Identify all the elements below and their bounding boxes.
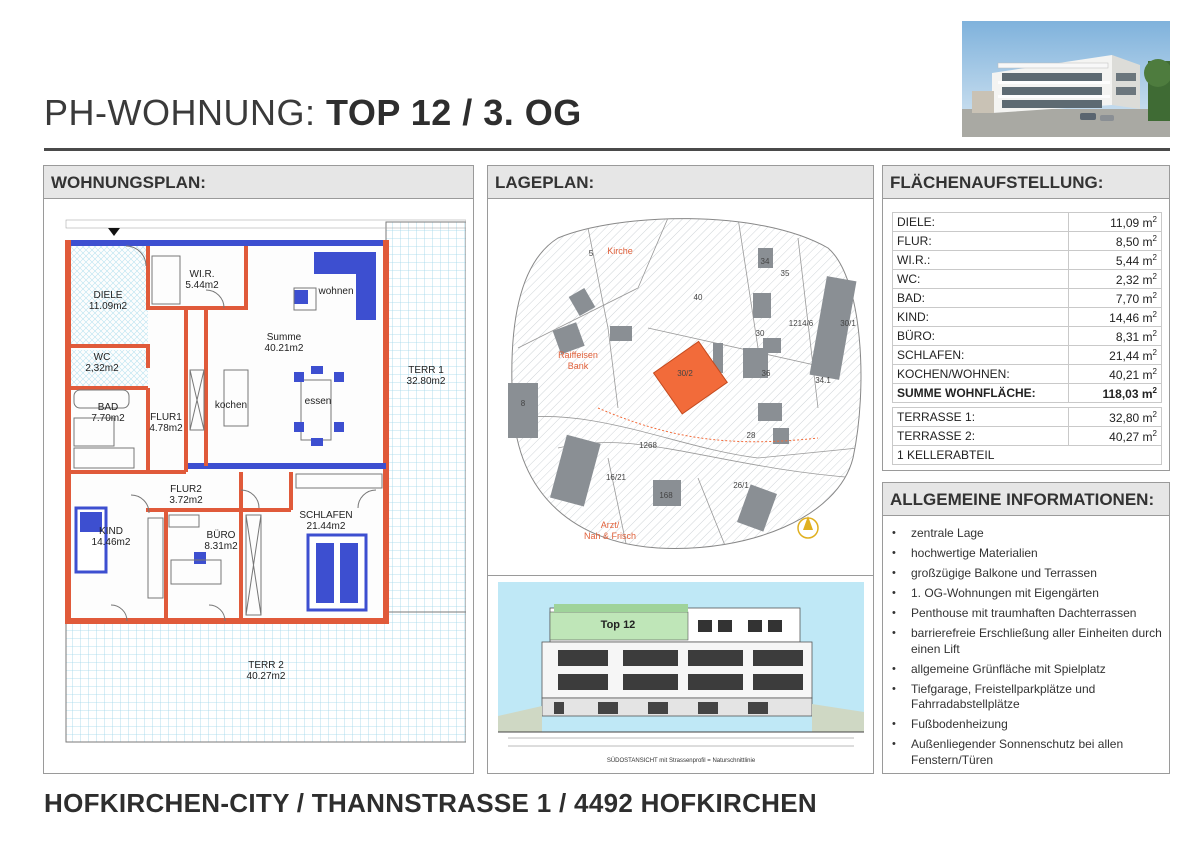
area-number: 11,09 <box>1110 215 1140 230</box>
area-row <box>893 327 1162 346</box>
terrace-row <box>893 427 1162 446</box>
area-value <box>1069 213 1162 232</box>
info-list <box>888 526 1164 773</box>
area-row <box>893 232 1162 251</box>
area-row <box>893 308 1162 327</box>
room-wir-area: 5.44m2 <box>185 280 219 291</box>
parcel-label: 26/1 <box>733 481 749 490</box>
north-arrow-icon <box>798 516 818 538</box>
title-unit: TOP 12 / 3. OG <box>325 92 582 133</box>
area-number: 8,31 <box>1115 329 1140 344</box>
room-buero-name: BÜRO <box>206 530 236 541</box>
room-bad-area: 7.70m2 <box>91 413 125 424</box>
area-unit: m <box>1142 310 1153 325</box>
parcel-label: 35 <box>780 269 790 278</box>
terrace-label: TERRASSE 2: <box>893 427 1069 446</box>
area-value <box>1069 308 1162 327</box>
area-label: FLUR: <box>893 232 1069 251</box>
terraces-table <box>892 407 1162 465</box>
area-label: KOCHEN/WOHNEN: <box>893 365 1069 384</box>
area-unit-sup: 2 <box>1152 271 1157 281</box>
area-unit: m <box>1141 386 1153 401</box>
room-wohnen-name: wohnen <box>318 286 354 297</box>
room-flur1-area: 4.78m2 <box>149 423 183 434</box>
info-item: • hochwertige Materialien <box>888 546 1164 562</box>
area-row <box>893 270 1162 289</box>
terrace-number: 32,80 <box>1109 410 1140 425</box>
room-buero-area: 8.31m2 <box>204 541 238 552</box>
area-value <box>1069 346 1162 365</box>
parcel-label: 5 <box>588 249 594 258</box>
room-wc-name: WC <box>93 352 111 363</box>
room-flur2-name: FLUR2 <box>170 484 202 495</box>
parcel-label: 34.1 <box>815 376 831 385</box>
area-label: SCHLAFEN: <box>893 346 1069 365</box>
area-unit-sup: 2 <box>1152 347 1157 357</box>
area-value <box>1069 251 1162 270</box>
area-label: KIND: <box>893 308 1069 327</box>
room-terr2-area: 40.27m2 <box>246 671 286 682</box>
terrace-label: TERRASSE 1: <box>893 408 1069 427</box>
area-number: 2,32 <box>1115 272 1140 287</box>
area-unit: m <box>1142 272 1153 287</box>
area-row <box>893 251 1162 270</box>
room-essen-name: essen <box>304 396 332 407</box>
area-unit-sup: 2 <box>1152 328 1157 338</box>
area-unit: m <box>1142 253 1153 268</box>
area-row <box>893 346 1162 365</box>
elevation-drawing <box>498 582 864 773</box>
area-number: 14,46 <box>1109 310 1140 325</box>
siteplan-divider <box>488 575 873 576</box>
area-unit-sup: 2 <box>1152 385 1157 395</box>
info-item: • 1. OG-Wohnungen mit Eigengärten <box>888 586 1164 602</box>
parcel-label: 30/2 <box>677 369 693 378</box>
area-number: 118,03 <box>1102 386 1139 401</box>
label-kirche: Kirche <box>607 246 633 256</box>
parcel-label: 36 <box>761 369 771 378</box>
site-map <box>498 208 863 563</box>
area-unit: m <box>1142 215 1153 230</box>
area-unit-sup: 2 <box>1152 252 1157 262</box>
cellar-row <box>893 446 1162 465</box>
elevation-caption: SÜDOSTANSICHT mit Strassenprofil = Naturschnittlinie <box>606 758 756 764</box>
area-value <box>1069 327 1162 346</box>
room-terr1-name: TERR 1 <box>408 365 444 376</box>
title-divider <box>44 148 1170 151</box>
areas-heading: FLÄCHENAUFSTELLUNG: <box>883 166 1169 199</box>
label-arzt: Arzt/ <box>600 520 620 530</box>
room-schlafen-name: SCHLAFEN <box>299 510 353 521</box>
areas-table <box>892 212 1162 403</box>
room-wir-name: WI.R. <box>189 269 215 280</box>
area-number: 40,21 <box>1109 367 1140 382</box>
building-rendering-image <box>962 21 1170 137</box>
room-summe-name: Summe <box>266 332 302 343</box>
info-item: • Tiefgarage, Freistellparkplätze und Fahrradabstellplätze <box>888 682 1164 713</box>
parcel-label: 16/21 <box>605 473 627 482</box>
room-wc-area: 2,32m2 <box>85 363 119 374</box>
room-diele-name: DIELE <box>93 290 123 301</box>
terrace-row <box>893 408 1162 427</box>
info-item: • allgemeine Grünfläche mit Spielplatz <box>888 662 1164 678</box>
room-schlafen-area: 21.44m2 <box>306 521 346 532</box>
terrace-unit-sup: 2 <box>1152 428 1157 438</box>
terrace-unit-sup: 2 <box>1152 409 1157 419</box>
label-nah-frisch: Nah & Frisch <box>583 531 637 541</box>
cellar-label: 1 KELLERABTEIL <box>893 446 1162 465</box>
area-unit-sup: 2 <box>1152 366 1157 376</box>
area-unit-sup: 2 <box>1152 309 1157 319</box>
info-item: • großzügige Balkone und Terrassen <box>888 566 1164 582</box>
label-bank: Bank <box>567 361 589 371</box>
area-number: 21,44 <box>1109 348 1140 363</box>
area-value <box>1069 365 1162 384</box>
area-value <box>1069 289 1162 308</box>
parcel-label: 1214/6 <box>788 319 814 328</box>
area-value <box>1069 384 1162 403</box>
siteplan-panel <box>487 165 874 774</box>
info-item: • Fußbodenheizung <box>888 717 1164 733</box>
room-summe-area: 40.21m2 <box>264 343 304 354</box>
area-unit: m <box>1142 291 1153 306</box>
parcel-label: 34 <box>760 257 770 266</box>
title-prefix: PH-WOHNUNG: <box>44 92 326 133</box>
area-sum-row <box>893 384 1162 403</box>
area-value <box>1069 270 1162 289</box>
terrace-unit: m <box>1142 410 1153 425</box>
area-row <box>893 289 1162 308</box>
area-unit: m <box>1142 329 1153 344</box>
room-terr2-name: TERR 2 <box>248 660 284 671</box>
area-value <box>1069 232 1162 251</box>
floorplan-drawing <box>56 190 466 767</box>
area-label: DIELE: <box>893 213 1069 232</box>
terrace-unit: m <box>1142 429 1153 444</box>
parcel-label: 8 <box>520 399 526 408</box>
parcel-label: 30/1 <box>840 319 856 328</box>
floorplan-svg <box>56 190 466 762</box>
area-label: SUMME WOHNFLÄCHE: <box>893 384 1069 403</box>
area-row <box>893 365 1162 384</box>
area-label: WI.R.: <box>893 251 1069 270</box>
info-item: • Außenliegender Sonnenschutz bei allen Fenstern/Türen <box>888 737 1164 768</box>
room-diele-area: 11.09m2 <box>88 301 128 312</box>
parcel-label: 1268 <box>639 441 657 450</box>
terrace-number: 40,27 <box>1109 429 1140 444</box>
room-kind-area: 14.46m2 <box>91 537 131 548</box>
info-item: • barrierefreie Erschließung aller Einheiten durch einen Lift <box>888 626 1164 657</box>
area-number: 5,44 <box>1115 253 1140 268</box>
parcel-label: 30 <box>755 329 765 338</box>
parcel-label: 28 <box>746 431 756 440</box>
area-unit: m <box>1142 367 1153 382</box>
area-number: 7,70 <box>1115 291 1140 306</box>
page-title <box>44 92 582 134</box>
parcel-label: 40 <box>693 293 703 302</box>
siteplan-heading: LAGEPLAN: <box>488 166 873 199</box>
terrace-value <box>1069 427 1162 446</box>
room-bad-name: BAD <box>97 402 119 413</box>
terrace-value <box>1069 408 1162 427</box>
area-unit-sup: 2 <box>1152 214 1157 224</box>
room-kochen-name: kochen <box>214 400 248 411</box>
info-item: • zentrale Lage <box>888 526 1164 542</box>
area-number: 8,50 <box>1115 234 1140 249</box>
parcel-label: 168 <box>659 491 673 500</box>
area-row <box>893 213 1162 232</box>
area-unit-sup: 2 <box>1152 233 1157 243</box>
area-label: BAD: <box>893 289 1069 308</box>
room-kind-name: KIND <box>99 526 123 537</box>
room-flur2-area: 3.72m2 <box>169 495 203 506</box>
area-label: BÜRO: <box>893 327 1069 346</box>
area-unit-sup: 2 <box>1152 290 1157 300</box>
floorplan-heading: WOHNUNGSPLAN: <box>44 166 473 199</box>
room-flur1-name: FLUR1 <box>150 412 182 423</box>
area-unit: m <box>1142 234 1153 249</box>
label-raiffeisen: Raiffeisen <box>558 350 598 360</box>
area-unit: m <box>1142 348 1153 363</box>
info-item: • Penthouse mit traumhaften Dachterrassen <box>888 606 1164 622</box>
address-footer: HOFKIRCHEN-CITY / THANNSTRASSE 1 / 4492 HOFKIRCHEN <box>44 788 817 818</box>
room-terr1-area: 32.80m2 <box>406 376 446 387</box>
area-label: WC: <box>893 270 1069 289</box>
floorplan-panel <box>43 165 474 774</box>
elevation-top12-label: Top 12 <box>600 619 636 631</box>
info-heading: ALLGEMEINE INFORMATIONEN: <box>883 483 1169 516</box>
